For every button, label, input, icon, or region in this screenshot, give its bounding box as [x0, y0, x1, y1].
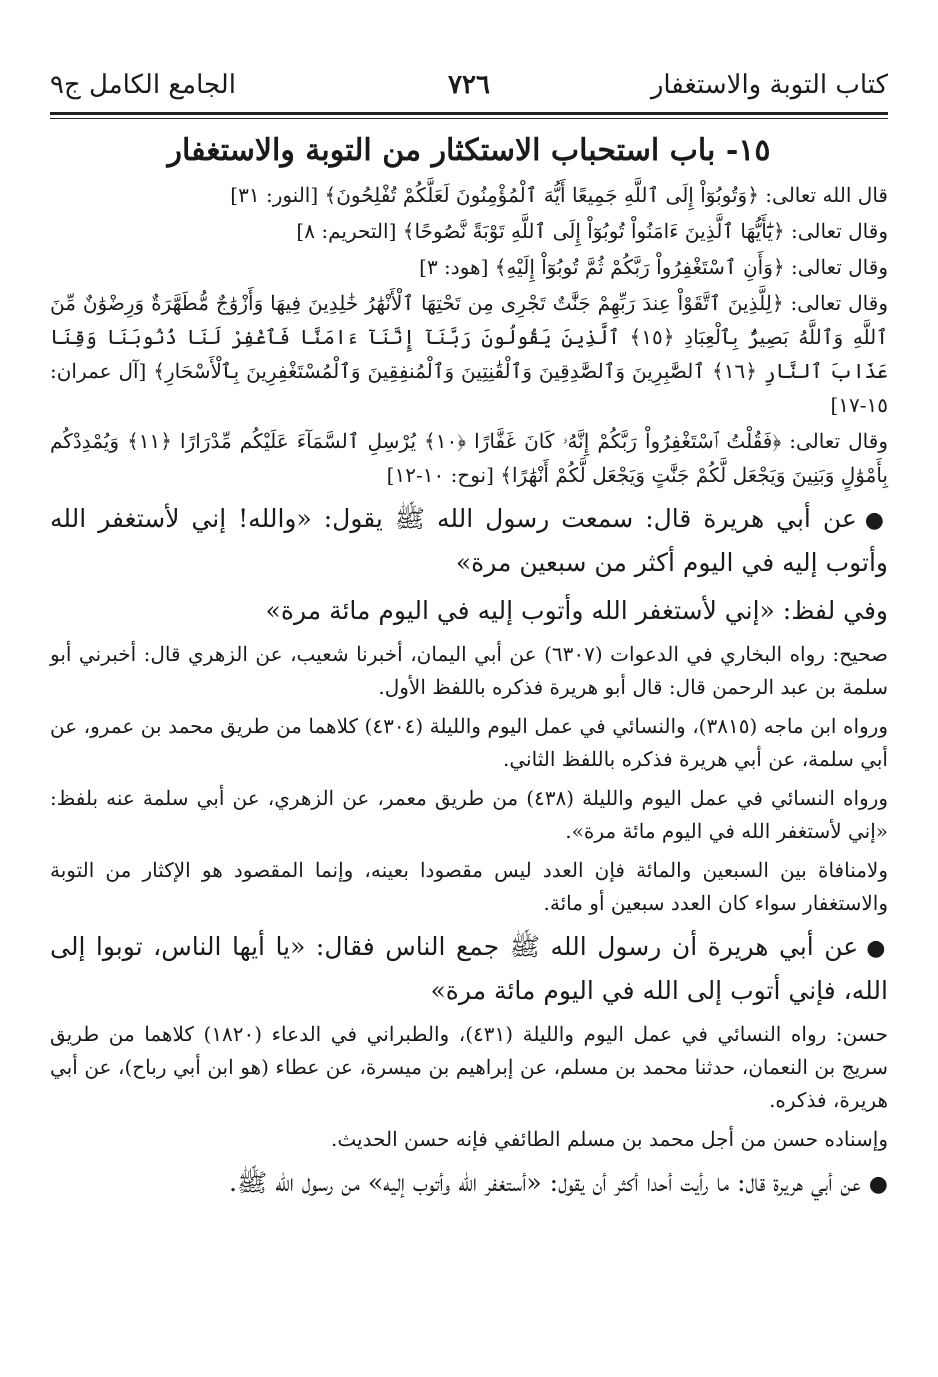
verse-paragraph: وقال تعالى: ﴿وَأَنِ ٱسْتَغْفِرُواْ رَبَّكُمْ ثُمَّ تُوبُوٓاْ إِلَيْهِ﴾ [هود: ٣] — [419, 255, 888, 279]
takhrij-note: ورواه ابن ماجه (٣٨١٥)، والنسائي في عمل اليوم والليلة (٤٣٠٤) كلاهما من طريق محمد بن عمرو، عن أبي سلمة، عن أبي هريرة فذكره باللفظ الثاني. — [50, 714, 888, 771]
bullet-icon: ● — [866, 936, 888, 961]
verse-paragraph: وقال تعالى: ﴿يَٰٓأَيُّهَا ٱلَّذِينَ ءَامَنُواْ تُوبُوٓاْ إِلَى ٱللَّهِ تَوْبَةً نَّصُوحًا﴾ [التحريم: ٨] — [296, 219, 888, 243]
running-header — [50, 62, 888, 110]
verse-paragraph: قال الله تعالى: ﴿وَتُوبُوٓاْ إِلَى ٱللَّهِ جَمِيعًا أَيُّهَ ٱلْمُؤْمِنُونَ لَعَلَّكُمْ تُفْلِحُونَ﴾ [النور: ٣١] — [230, 183, 888, 207]
page-number: ٧٢٦ — [448, 70, 490, 100]
bullet-icon: ● — [868, 1172, 888, 1197]
header-book-title: كتاب التوبة والاستغفار — [650, 70, 888, 100]
hadith-1-variant: وفي لفظ: «إني لأستغفر الله وأتوب إليه في اليوم مائة مرة» — [265, 596, 888, 625]
verse-paragraph: وقال تعالى: ﴿لِلَّذِينَ ٱتَّقَوْاْ عِندَ رَبِّهِمْ جَنَّٰتٌ تَجْرِى مِن تَحْتِهَا ٱلْأَنْهَٰرُ خَٰلِدِينَ فِيهَا وَأَزْوَٰجٌ مُّطَهَّرَةٌ وَرِضْوَٰنٌ مِّنَ ٱللَّهِ وَٱللَّهُ بَصِيرٌۢ بِٱلْعِبَادِ ﴿١٥﴾ ٱلَّذِينَ يَقُولُونَ رَبَّنَآ إِنَّنَآ ءَامَنَّا فَٱغْفِرْ لَنَا ذُنُوبَنَا وَقِنَا عَذَابَ ٱلنَّارِ ﴿١٦﴾ ٱلصَّٰبِرِينَ وَٱلصَّٰدِقِينَ وَٱلْقَٰنِتِينَ وَٱلْمُنفِقِينَ وَٱلْمُسْتَغْفِرِينَ بِٱلْأَسْحَارِ﴾ [آل عمران: ١٥-١٧] — [50, 291, 888, 417]
hadith-2 — [50, 926, 888, 1012]
hadith-1 — [50, 498, 888, 584]
header-series-title: الجامع الكامل ج٩ — [50, 70, 236, 100]
verse-paragraph: وقال تعالى: ﴿فَقُلْتُ ٱسْتَغْفِرُواْ رَبَّكُمْ إِنَّهُۥ كَانَ غَفَّارًا ﴿١٠﴾ يُرْسِلِ ٱلسَّمَآءَ عَلَيْكُم مِّدْرَارًا ﴿١١﴾ وَيُمْدِدْكُم بِأَمْوَٰلٍ وَبَنِينَ وَيَجْعَل لَّكُمْ جَنَّٰتٍ وَيَجْعَل لَّكُمْ أَنْهَٰرًا﴾ [نوح: ١٠-١٢] — [50, 429, 888, 487]
hadith-1-text: عن أبي هريرة قال: سمعت رسول الله ﷺ يقول: «والله! إني لأستغفر الله وأتوب إليه في اليوم أكثر من سبعين مرة» — [50, 504, 888, 577]
chapter-title: ١٥- باب استحباب الاستكثار من التوبة والاستغفار — [167, 133, 771, 168]
header-rule-thin — [50, 118, 888, 119]
takhrij-note: صحيح: رواه البخاري في الدعوات (٦٣٠٧) عن أبي اليمان، أخبرنا شعيب، عن الزهري قال: أخبرني أبو سلمة بن عبد الرحمن قال: قال أبو هريرة فذكره باللفظ الأول. — [50, 642, 888, 699]
hadith-3 — [50, 1162, 888, 1206]
hadith-2-text: عن أبي هريرة أن رسول الله ﷺ جمع الناس فقال: «يا أيها الناس، توبوا إلى الله، فإني أتوب إلى الله في اليوم مائة مرة» — [50, 932, 888, 1005]
commentary-note: وإسناده حسن من أجل محمد بن مسلم الطائفي فإنه حسن الحديث. — [331, 1127, 888, 1151]
takhrij-note: ورواه النسائي في عمل اليوم والليلة (٤٣٨) من طريق معمر، عن الزهري، عن أبي سلمة عنه بلفظ: «إني لأستغفر الله في اليوم مائة مرة». — [50, 786, 888, 843]
header-rule-thick — [50, 112, 888, 115]
commentary-note: ولامنافاة بين السبعين والمائة فإن العدد ليس مقصودا بعينه، وإنما المقصود هو الإكثار من التوبة والاستغفار سواء كان العدد سبعين أو مائة. — [50, 858, 889, 915]
bullet-icon: ● — [864, 508, 888, 533]
hadith-3-text: عن أبي هريرة قال: ما رأيت أحدا أكثر أن يقول: «أستغفر الله وأتوب إليه» من رسول الله ﷺ. — [229, 1168, 861, 1197]
takhrij-note: حسن: رواه النسائي في عمل اليوم والليلة (٤٣١)، والطبراني في الدعاء (١٨٢٠) كلاهما من طريق سريج بن النعمان، حدثنا محمد بن مسلم، عن إبراهيم بن ميسرة، عن عطاء (هو ابن أبي رباح)، عن أبي هريرة، فذكره. — [50, 1022, 888, 1112]
